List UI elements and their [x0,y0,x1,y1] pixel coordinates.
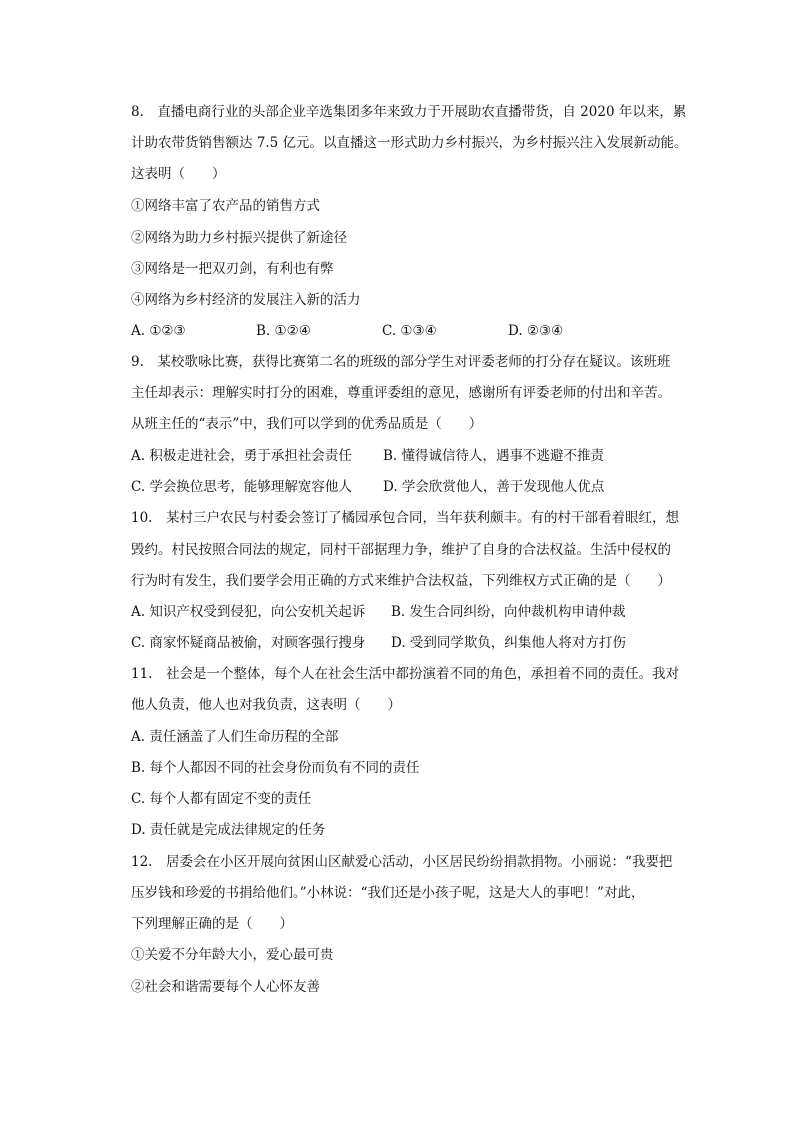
question-8-option-d[interactable]: D. ②③④ [508,323,564,339]
question-9-option-d[interactable]: D. 学会欣赏他人，善于发现他人优点 [383,479,605,495]
question-9-stem-line-3: 从班主任的“表示”中，我们可以学到的优秀品质是（ ） [131,416,483,432]
question-11-option-a[interactable]: A. 责任涵盖了人们生命历程的全部 [131,729,339,745]
question-8-statement-1: ①网络丰富了农产品的销售方式 [131,198,320,214]
question-10-option-c[interactable]: C. 商家怀疑商品被偷，对顾客强行搜身 [131,635,366,651]
question-11-stem-line-2: 他人负责，他人也对我负责，这表明（ ） [131,697,401,713]
question-10-stem-line-3: 行为时有发生，我们要学会用正确的方式来维护合法权益，下列维权方式正确的是（ ） [131,573,671,589]
question-12-stem-line-1: 12. 居委会在小区开展向贫困山区献爱心活动，小区居民纷纷捐款捐物。小丽说：“我要把 [131,854,673,870]
question-11-option-d[interactable]: D. 责任就是完成法律规定的任务 [131,822,326,838]
question-9-option-a[interactable]: A. 积极走进社会，勇于承担社会责任 [131,448,352,464]
question-8-statement-3: ③网络是一把双刃剑，有利也有弊 [131,261,334,277]
question-8-stem-line-2: 计助农带货销售额达 7.5 亿元。以直播这一形式助力乡村振兴，为乡村振兴注入发展新动能。 [131,135,688,151]
question-10-option-d[interactable]: D. 受到同学欺负，纠集他人将对方打伤 [391,635,626,651]
question-11-option-c[interactable]: C. 每个人都有固定不变的责任 [131,791,312,807]
question-11-option-b[interactable]: B. 每个人都因不同的社会身份而负有不同的责任 [131,760,420,776]
question-10-stem-line-1: 10. 某村三户农民与村委会签订了橘园承包合同，当年获利颇丰。有的村干部看着眼红，想 [131,510,679,526]
question-12-statement-1: ①关爱不分年龄大小，爱心最可贵 [131,947,334,963]
question-8-option-c[interactable]: C. ①③④ [382,323,437,339]
question-10-option-b[interactable]: B. 发生合同纠纷，向仲裁机构申请仲裁 [391,604,626,620]
question-11-stem-line-1: 11. 社会是一个整体，每个人在社会生活中都扮演着不同的角色，承担着不同的责任。我对 [131,666,679,682]
question-8-statement-2: ②网络为助力乡村振兴提供了新途径 [131,230,347,246]
question-9-stem-line-2: 主任却表示：理解实时打分的困难，尊重评委组的意见，感谢所有评委老师的付出和辛苦。 [131,385,671,401]
question-12-stem-line-2: 压岁钱和珍爱的书捐给他们。”小林说：“我们还是小孩子呢，这是大人的事吧！”对此， [131,885,645,901]
question-10-stem-line-2: 毁约。村民按照合同法的规定，同村干部据理力争，维护了自身的合法权益。生活中侵权的 [131,542,671,558]
question-9-option-c[interactable]: C. 学会换位思考，能够理解宽容他人 [131,479,352,495]
question-8-option-a[interactable]: A. ①②③ [131,323,186,339]
question-9-option-b[interactable]: B. 懂得诚信待人，遇事不逃避不推责 [383,448,605,464]
question-8-stem-line-3: 这表明（ ） [131,166,226,182]
question-12-stem-line-3: 下列理解正确的是（ ） [131,916,293,932]
question-9-stem-line-1: 9. 某校歌咏比赛，获得比赛第二名的班级的部分学生对评委老师的打分存在疑议。该班班 [131,354,671,370]
question-12-statement-2: ②社会和谐需要每个人心怀友善 [131,979,320,995]
question-8-stem-line-1: 8. 直播电商行业的头部企业辛选集团多年来致力于开展助农直播带货，自 2020 年以来，累 [131,104,687,120]
question-10-option-a[interactable]: A. 知识产权受到侵犯，向公安机关起诉 [131,604,366,620]
question-8-option-b[interactable]: B. ①②④ [256,323,311,339]
question-8-statement-4: ④网络为乡村经济的发展注入新的活力 [131,292,361,308]
